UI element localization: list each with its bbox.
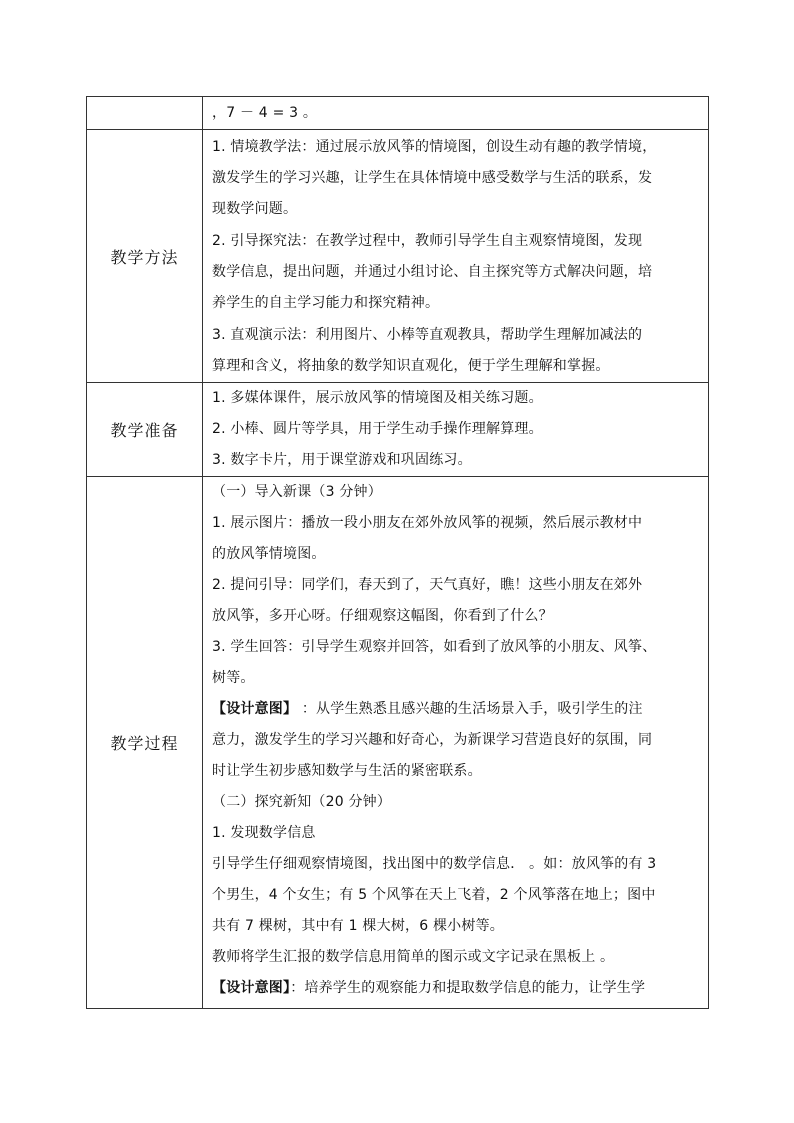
method-paragraph-1: [212, 132, 708, 225]
teaching-preparation-label: 教学准备: [87, 383, 203, 477]
text-line: 教师将学生汇报的数学信息用简单的图示或文字记录在黑板上 。: [212, 949, 615, 965]
text-line: 放风筝，多开心呀。仔细观察这幅图，你看到了什么？: [212, 608, 553, 624]
text-line: 个男生，4 个女生；有 5 个风筝在天上飞着，2 个风筝落在地上；图中: [212, 887, 656, 903]
text-line: 的放风筝情境图。: [212, 546, 326, 562]
row-continuation-label: [87, 97, 203, 130]
text-line: 共有 7 棵树，其中有 1 棵大树，6 棵小树等。: [212, 918, 504, 934]
method-paragraph-3: [212, 320, 708, 382]
row-teaching-preparation: [87, 383, 709, 477]
text-line: 1. 情境教学法：通过展示放风筝的情境图，创设生动有趣的教学情境，: [212, 139, 657, 155]
text-line: 3. 直观演示法：利用图片、小棒等直观教具，帮助学生理解加减法的: [212, 327, 643, 343]
text-line: 树等。: [212, 670, 255, 686]
design-intent-text: ：培养学生的观察能力和提取数学信息的能力，让学生学: [290, 980, 646, 996]
design-intent-line: [212, 973, 708, 1004]
row-teaching-process: [87, 477, 709, 1009]
text-line: 时让学生初步感知数学与生活的紧密联系。: [212, 763, 482, 779]
row-continuation: [87, 97, 709, 130]
continuation-text: ，7 － 4 = 3 。: [212, 105, 318, 121]
design-intent-tag: 【设计意图】: [212, 701, 298, 717]
section-heading: （二）探究新知（20 分钟）: [212, 794, 392, 810]
text-line: 引导学生仔细观察情境图，找出图中的数学信息． 。如：放风筝的有 3: [212, 856, 657, 872]
design-intent-tag: 【设计意图】: [212, 980, 291, 996]
text-line: 意力，激发学生的学习兴趣和好奇心，为新课学习营造良好的氛围，同: [212, 732, 653, 748]
text-line: 激发学生的学习兴趣，让学生在具体情境中感受数学与生活的联系，发: [212, 170, 653, 186]
text-line: 养学生的自主学习能力和探究精神。: [212, 295, 440, 311]
text-line: 算理和含义，将抽象的数学知识直观化，便于学生理解和掌握。: [212, 358, 610, 374]
text-line: 3. 数字卡片，用于课堂游戏和巩固练习。: [212, 452, 472, 468]
teaching-methods-label: 教学方法: [87, 130, 203, 383]
text-line: 数学信息，提出问题，并通过小组讨论、自主探究等方式解决问题，培: [212, 264, 653, 280]
design-intent-line: [212, 694, 708, 725]
row-teaching-methods: [87, 130, 709, 383]
design-intent-text: ：从学生熟悉且感兴趣的生活场景入手，吸引学生的注: [297, 701, 643, 717]
section-heading: （一）导入新课（3 分钟）: [212, 484, 382, 500]
text-line: 2. 引导探究法：在教学过程中，教师引导学生自主观察情境图，发现: [212, 233, 643, 249]
text-line: 3. 学生回答：引导学生观察并回答，如看到了放风筝的小朋友、风筝、: [212, 639, 657, 655]
text-line: 2. 提问引导：同学们，春天到了，天气真好，瞧！这些小朋友在郊外: [212, 577, 643, 593]
lesson-plan-table: [86, 96, 709, 1009]
method-paragraph-2: [212, 226, 708, 319]
text-line: 1. 发现数学信息: [212, 825, 316, 841]
text-line: 1. 多媒体课件，展示放风筝的情境图及相关练习题。: [212, 390, 543, 406]
text-line: 2. 小棒、圆片等学具，用于学生动手操作理解算理。: [212, 421, 543, 437]
teaching-process-label: 教学过程: [87, 477, 203, 1009]
text-line: 1. 展示图片：播放一段小朋友在郊外放风筝的视频，然后展示教材中: [212, 515, 643, 531]
text-line: 现数学问题。: [212, 201, 298, 217]
